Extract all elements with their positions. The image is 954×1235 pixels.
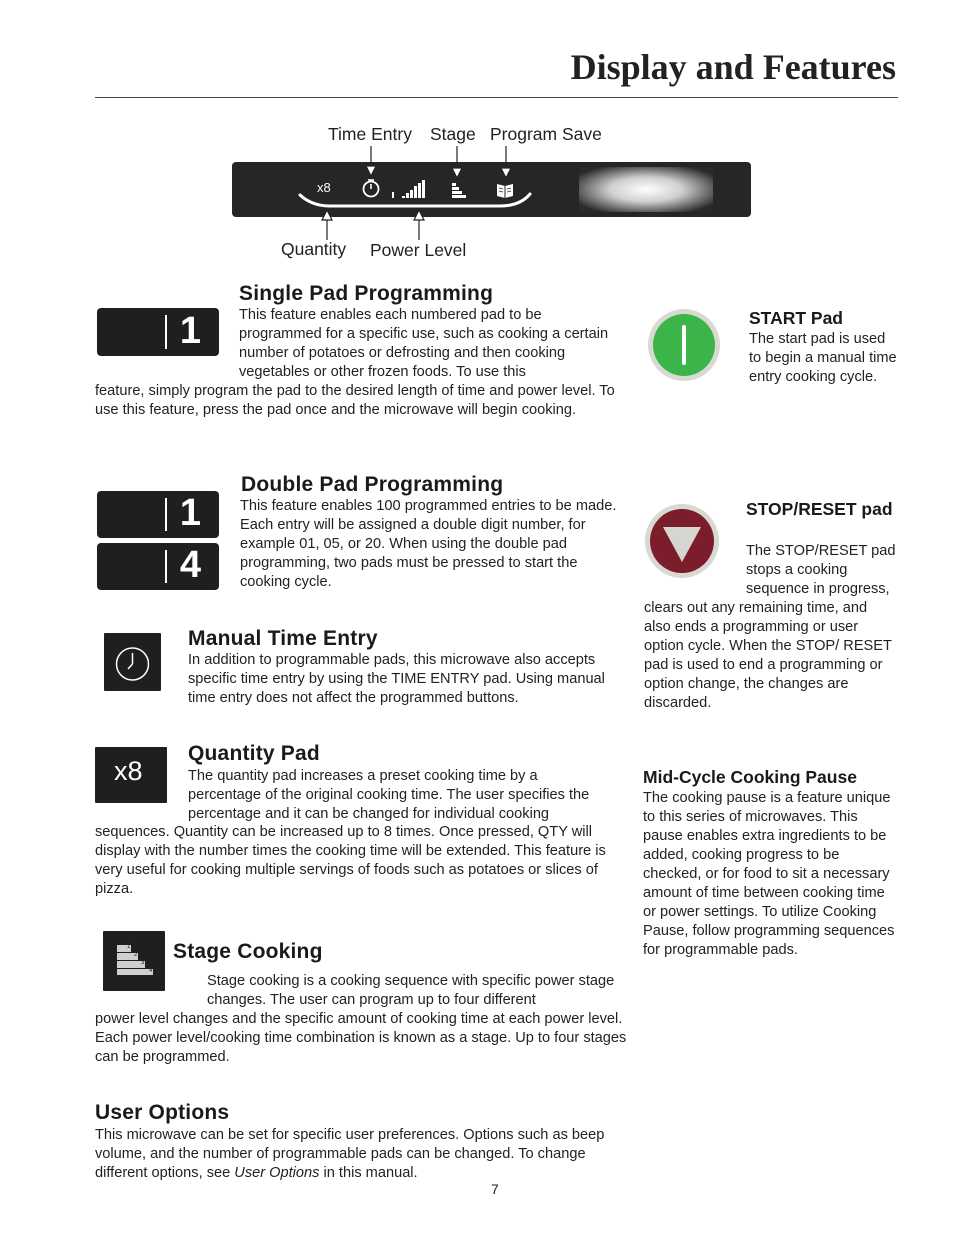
start-pad-heading: START Pad xyxy=(749,308,843,328)
qty-readout: x8 xyxy=(317,180,331,195)
stage-cooking-text-indented: Stage cooking is a cooking sequence with specific power stage changes. The user can program up to four different xyxy=(207,973,615,1008)
clock-icon xyxy=(104,633,161,691)
pad-digit: 1 xyxy=(179,310,201,352)
quantity-pad-heading: Quantity Pad xyxy=(188,742,320,765)
stop-reset-pad-button xyxy=(643,502,721,580)
user-options-reference: User Options xyxy=(234,1165,320,1181)
stage-icon xyxy=(103,931,165,991)
label-quantity: Quantity xyxy=(281,239,347,259)
user-options-text: This microwave can be set for specific user preferences. Options such as beep volume, and the number of programmable pads can be changed. To change different options, see User Options in this manual. xyxy=(95,1127,605,1181)
mid-cycle-text: The cooking pause is a feature unique to this series of microwaves. This pause enables extra ingredients to be added, cooking progress to be checked, or for food to sit a necessary amount of time between cooking time or power settings. To utilize Cooking Pause, follow programming sequences for programmable pads. xyxy=(643,790,895,958)
quantity-pad xyxy=(95,747,167,803)
quantity-pad-text-indented: The quantity pad increases a preset cooking time by a percentage of the original cooking time. The user specifies the percentage and it can be changed for individual cooking xyxy=(188,768,590,822)
program-save-icon xyxy=(497,184,513,198)
single-pad-text: feature, simply program the pad to the desired length of time and power level. To use this feature, press the pad once and the microwave will begin cooking. xyxy=(95,383,615,418)
double-pad-button-2 xyxy=(97,543,219,590)
quantity-pad-label: x8 xyxy=(114,756,143,786)
manual-time-pad xyxy=(104,633,161,691)
double-pad-heading: Double Pad Programming xyxy=(241,473,504,496)
stage-cooking-text: power level changes and the specific amount of cooking time at each power level. Each power level/cooking time combination is known as a stage. Up to four stages can be programmed. xyxy=(95,1011,627,1065)
stage-cooking-pad xyxy=(103,931,165,991)
pad-digit: 1 xyxy=(179,492,201,534)
manual-time-heading: Manual Time Entry xyxy=(188,627,378,650)
label-time-entry: Time Entry xyxy=(328,124,412,144)
start-pad-text: The start pad is used to begin a manual time entry cooking cycle. xyxy=(749,331,897,385)
stop-reset-text: clears out any remaining time, and also ends a programming or user option cycle. When the STOP/ RESET pad is used to end a programming or option change, the changes are discarded. xyxy=(644,600,892,711)
stage-digit-2: 2 xyxy=(134,952,138,958)
mid-cycle-heading: Mid-Cycle Cooking Pause xyxy=(643,767,857,787)
start-pad-button xyxy=(646,307,722,383)
stage-digit-4: 4 xyxy=(149,968,153,974)
quantity-pad-text: sequences. Quantity can be increased up to 8 times. Once pressed, QTY will display with the number times the cooking time will be extended. This feature is very useful for cooking multiple servings of foods such as potatoes or slices of pizza. xyxy=(95,824,606,897)
single-pad-text-indented: This feature enables each numbered pad to be programmed for a specific use, such as cooking a certain number of potatoes or defrosting and then cooking vegetables or other frozen foods. To use this xyxy=(239,307,609,380)
user-options-heading: User Options xyxy=(95,1101,230,1124)
stop-reset-text-indented: The STOP/RESET pad stops a cooking sequence in progress, xyxy=(746,543,896,597)
single-pad-button xyxy=(97,308,219,356)
display-panel-diagram xyxy=(0,0,954,270)
page-title: Display and Features xyxy=(570,47,896,87)
label-power-level: Power Level xyxy=(370,240,467,260)
double-pad-button-1 xyxy=(97,491,219,538)
pad-digit: 4 xyxy=(179,544,201,586)
stage-digit-3: 3 xyxy=(141,960,145,966)
label-stage: Stage xyxy=(430,124,476,144)
manual-time-text: In addition to programmable pads, this microwave also accepts specific time entry by using the TIME ENTRY pad. Using manual time entry does not affect the programmed buttons. xyxy=(188,652,605,706)
stop-reset-heading: STOP/RESET pad xyxy=(746,499,893,519)
single-pad-heading: Single Pad Programming xyxy=(239,282,494,305)
stage-cooking-heading: Stage Cooking xyxy=(173,940,323,963)
label-program-save: Program Save xyxy=(490,124,602,144)
stage-digit-1: 1 xyxy=(127,944,131,950)
double-pad-text: This feature enables 100 programmed entries to be made. Each entry will be assigned a double digit number, for example 01, 05, or 20. When using the double pad programming, two pads must be pressed to start the cooking cycle. xyxy=(240,498,617,590)
page-number: 7 xyxy=(491,1181,499,1197)
